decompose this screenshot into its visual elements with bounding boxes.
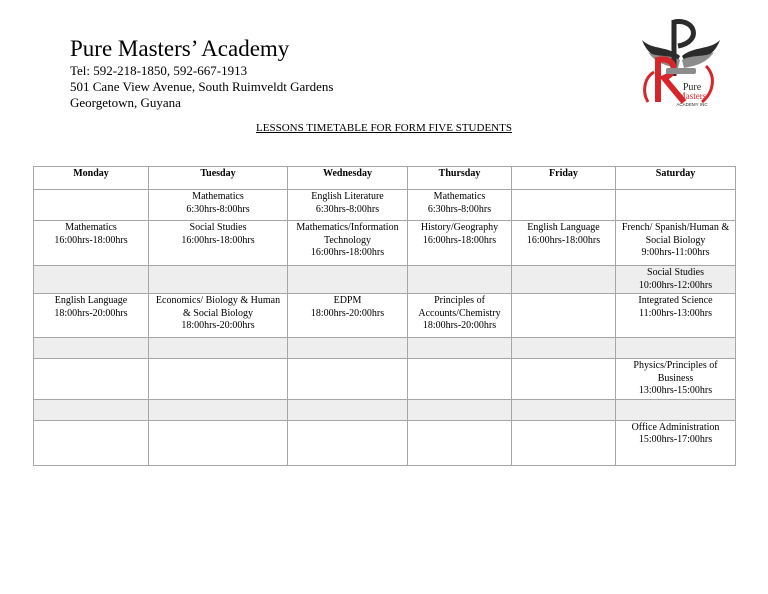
timetable-header-row [34, 167, 736, 190]
timetable-cell [34, 359, 149, 400]
timetable-cell: Mathematics 6:30hrs-8:00hrs [149, 190, 288, 221]
timetable-cell [288, 420, 408, 465]
table-row [34, 266, 736, 294]
timetable-cell [408, 420, 512, 465]
timetable-cell [512, 359, 616, 400]
timetable-cell [512, 190, 616, 221]
letterhead [70, 35, 333, 111]
timetable-cell [512, 399, 616, 420]
timetable-cell: English Language 18:00hrs-20:00hrs [34, 294, 149, 338]
timetable-cell [34, 399, 149, 420]
table-row [34, 399, 736, 420]
timetable-cell: Social Studies 10:00hrs-12:00hrs [616, 266, 736, 294]
timetable-cell [616, 338, 736, 359]
timetable-cell [408, 359, 512, 400]
day-header-saturday: Saturday [616, 167, 736, 190]
timetable-cell: Office Administration 15:00hrs-17:00hrs [616, 420, 736, 465]
timetable-cell [288, 338, 408, 359]
timetable-cell: Mathematics 6:30hrs-8:00hrs [408, 190, 512, 221]
timetable-cell [149, 420, 288, 465]
timetable-cell: English Language 16:00hrs-18:00hrs [512, 221, 616, 266]
timetable-cell [149, 359, 288, 400]
table-row [34, 420, 736, 465]
logo-text-academy: ACADEMY INC [676, 102, 708, 107]
timetable-cell [288, 266, 408, 294]
day-header-friday: Friday [512, 167, 616, 190]
timetable-cell [512, 266, 616, 294]
address-line-2: Georgetown, Guyana [70, 95, 181, 110]
day-header-thursday: Thursday [408, 167, 512, 190]
timetable-cell [34, 266, 149, 294]
table-row [34, 221, 736, 266]
academy-name: Pure Masters’ Academy [70, 36, 290, 61]
table-row [34, 338, 736, 359]
timetable-cell [512, 338, 616, 359]
timetable-cell: Social Studies 16:00hrs-18:00hrs [149, 221, 288, 266]
day-header-tuesday: Tuesday [149, 167, 288, 190]
timetable-body [34, 190, 736, 466]
timetable-cell: French/ Spanish/Human & Social Biology 9:00hrs-11:00hrs [616, 221, 736, 266]
timetable-cell [288, 359, 408, 400]
timetable-cell: Principles of Accounts/Chemistry 18:00hrs-20:00hrs [408, 294, 512, 338]
timetable-cell: EDPM 18:00hrs-20:00hrs [288, 294, 408, 338]
timetable-cell [616, 190, 736, 221]
day-header-monday: Monday [34, 167, 149, 190]
phone-line: Tel: 592-218-1850, 592-667-1913 [70, 63, 248, 78]
timetable-cell: Mathematics/Information Technology 16:00hrs-18:00hrs [288, 221, 408, 266]
logo-text-pure: Pure [682, 82, 702, 93]
timetable [33, 166, 736, 466]
timetable-cell: Integrated Science 11:00hrs-13:00hrs [616, 294, 736, 338]
timetable-cell [34, 420, 149, 465]
timetable-cell [149, 399, 288, 420]
timetable-cell [34, 338, 149, 359]
timetable-cell [408, 399, 512, 420]
table-row [34, 190, 736, 221]
timetable-cell [288, 399, 408, 420]
timetable-cell [616, 399, 736, 420]
timetable-cell [34, 190, 149, 221]
timetable-cell [149, 266, 288, 294]
logo-text-masters: Masters [677, 91, 707, 101]
timetable-cell [512, 294, 616, 338]
timetable-cell [512, 420, 616, 465]
timetable-cell: English Literature 6:30hrs-8:00hrs [288, 190, 408, 221]
timetable-cell: Economics/ Biology & Human & Social Biology 18:00hrs-20:00hrs [149, 294, 288, 338]
timetable-cell [149, 338, 288, 359]
timetable-cell [408, 266, 512, 294]
timetable-cell: Mathematics 16:00hrs-18:00hrs [34, 221, 149, 266]
timetable-cell: History/Geography 16:00hrs-18:00hrs [408, 221, 512, 266]
address-line-1: 501 Cane View Avenue, South Ruimveldt Gardens [70, 79, 334, 94]
day-header-wednesday: Wednesday [288, 167, 408, 190]
timetable-cell: Physics/Principles of Business 13:00hrs-15:00hrs [616, 359, 736, 400]
timetable-title: LESSONS TIMETABLE FOR FORM FIVE STUDENTS [256, 122, 512, 134]
academy-logo [640, 16, 722, 108]
table-row [34, 359, 736, 400]
table-row [34, 294, 736, 338]
timetable-cell [408, 338, 512, 359]
